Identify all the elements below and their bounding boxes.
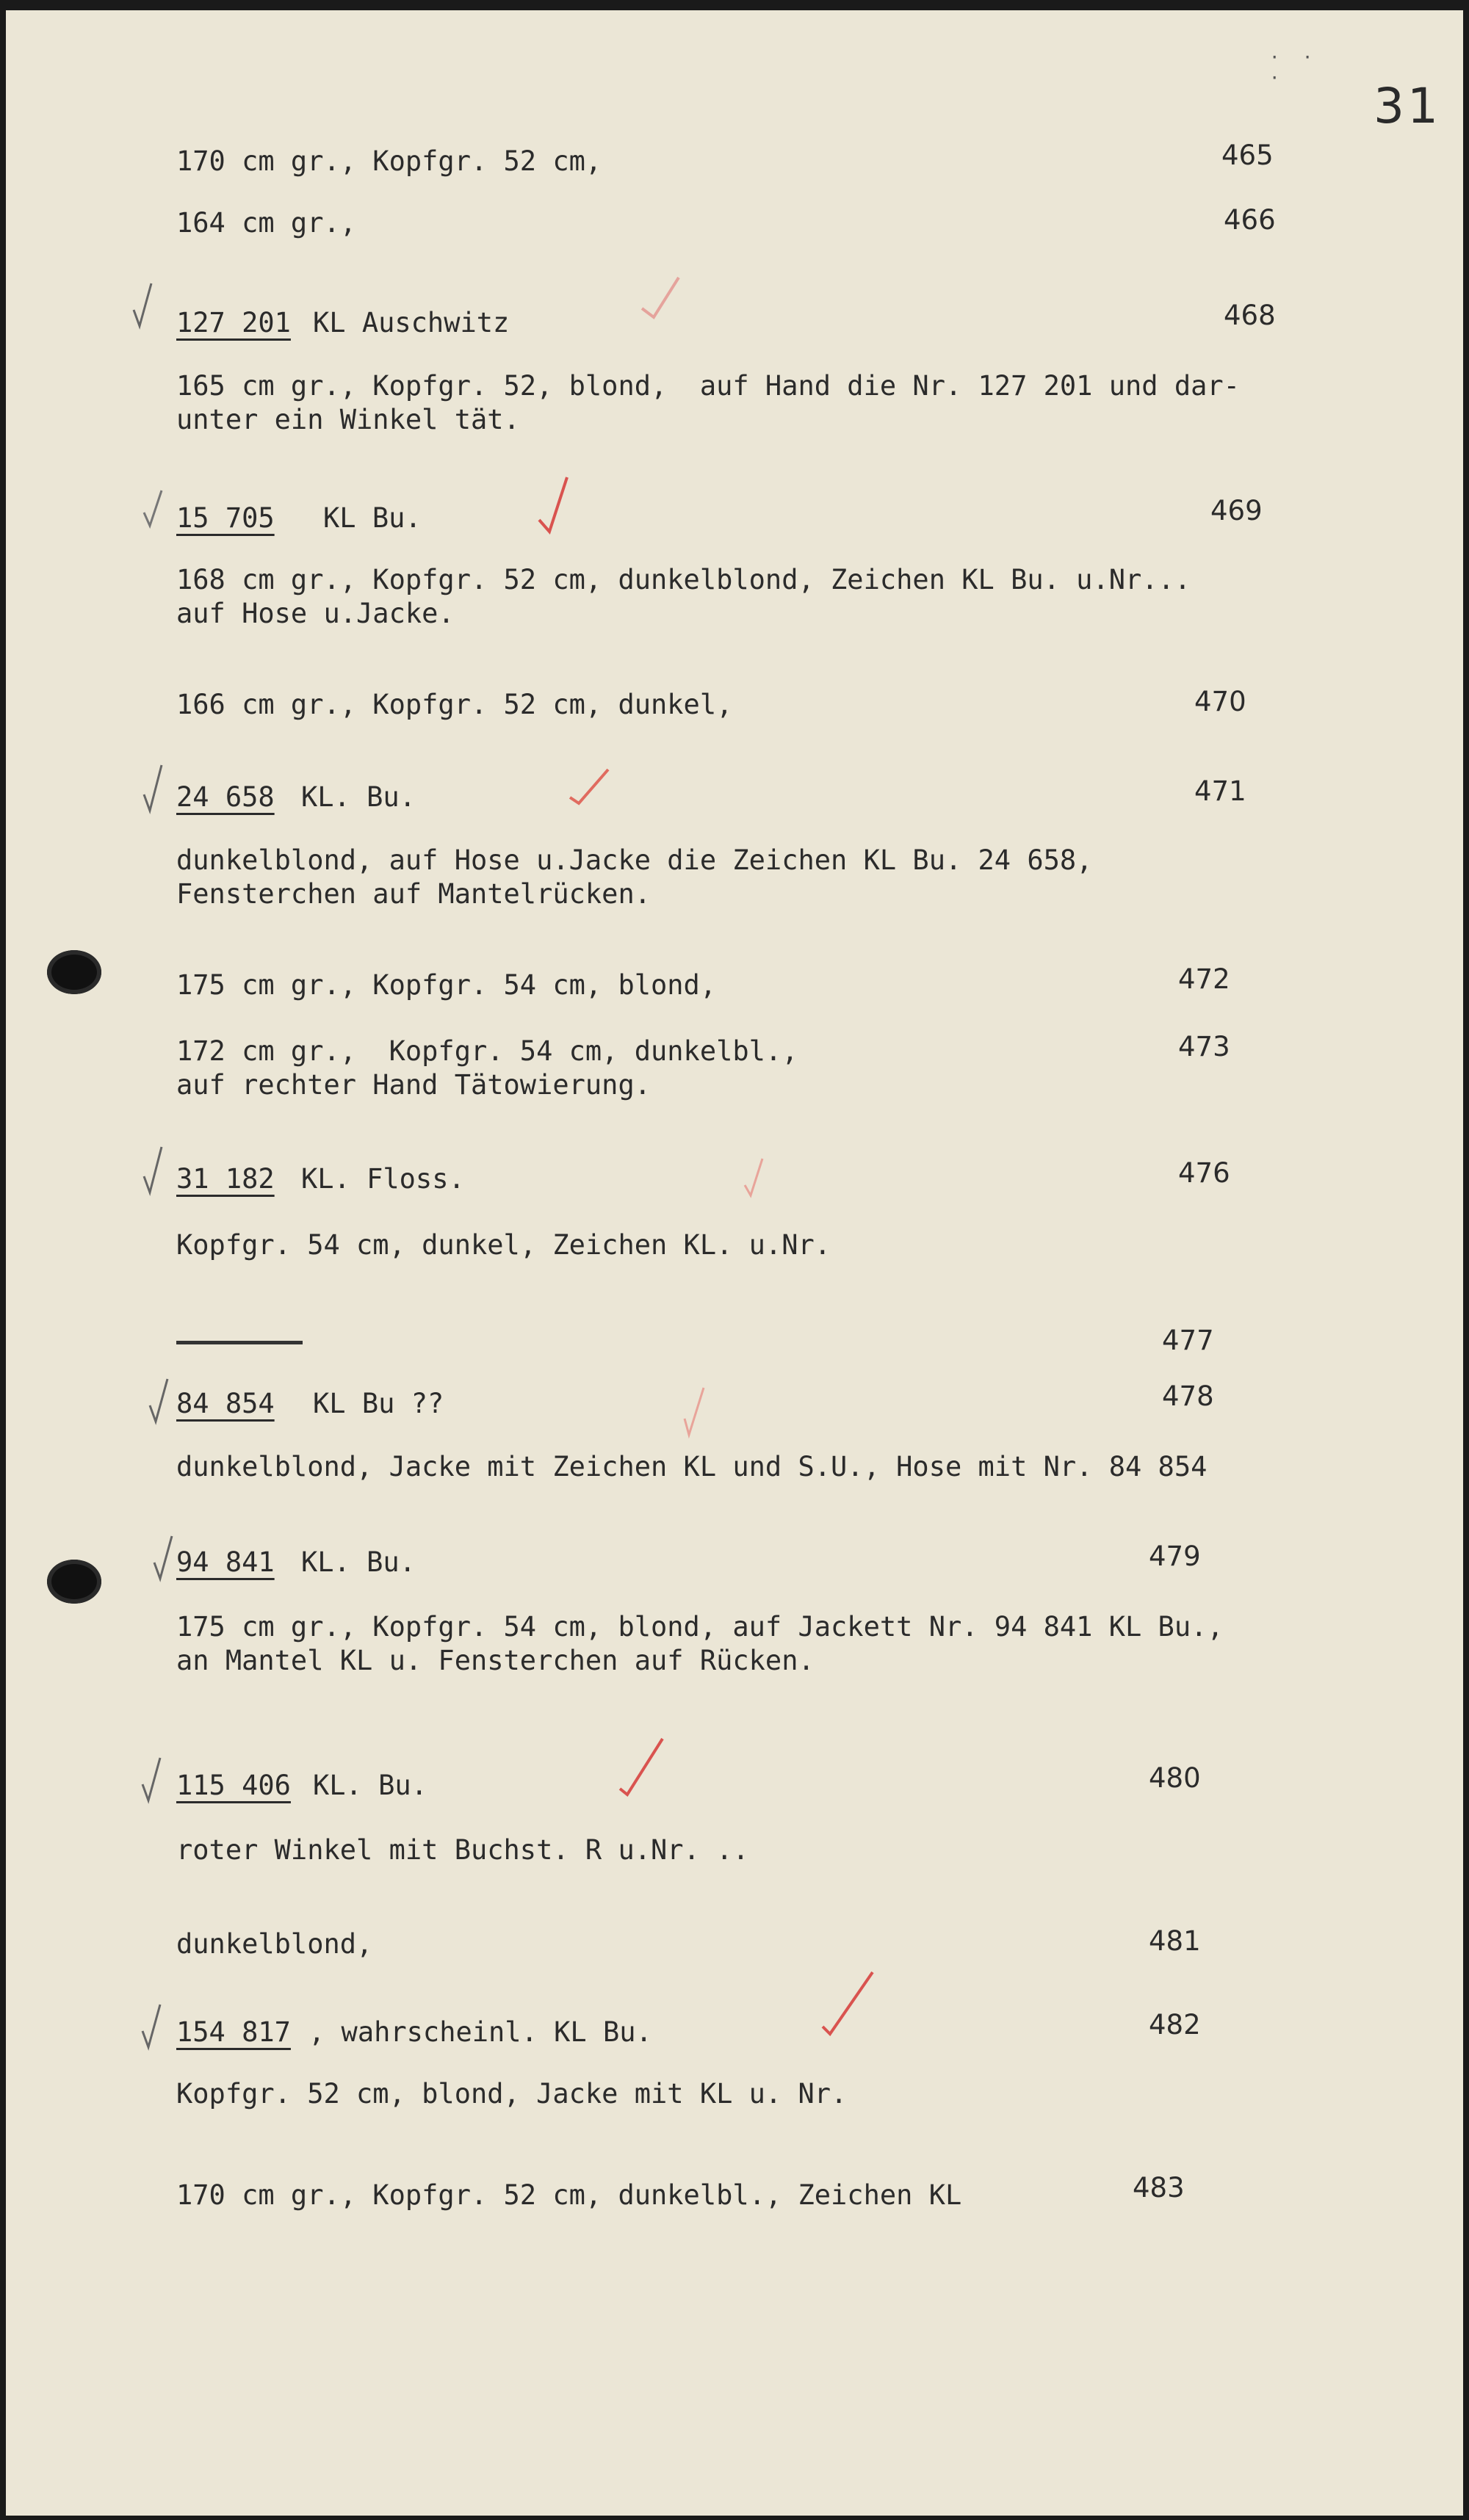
- record-line: 170 cm gr., Kopfgr. 52 cm,: [176, 145, 602, 177]
- record-prisoner-number: 31 182: [176, 1163, 275, 1195]
- pencil-tick-icon: [138, 1755, 167, 1814]
- red-check-icon: [740, 1151, 777, 1203]
- record-line: 175 cm gr., Kopfgr. 54 cm, blond, auf Jackett Nr. 94 841 KL Bu.,: [176, 1611, 1224, 1643]
- record-prisoner-number: 115 406: [176, 1770, 291, 1801]
- record-number: 476: [1178, 1157, 1230, 1189]
- record-line: Fensterchen auf Mantelrücken.: [176, 878, 652, 910]
- record-line: 170 cm gr., Kopfgr. 52 cm, dunkelbl., Zeichen KL: [176, 2179, 962, 2211]
- pencil-tick-icon: [150, 1533, 179, 1592]
- record-prisoner-number: 94 841: [176, 1546, 275, 1578]
- red-check-icon: [680, 1383, 717, 1442]
- red-check-icon: [532, 473, 583, 539]
- record-line: dunkelblond,: [176, 1928, 373, 1960]
- record-number: 482: [1149, 2009, 1201, 2041]
- record-number: 468: [1224, 300, 1276, 331]
- record-prisoner-number: 15 705: [176, 502, 275, 534]
- red-check-icon: [566, 765, 617, 809]
- record-number: 479: [1149, 1540, 1201, 1572]
- pencil-tick-icon: [138, 2002, 167, 2060]
- record-line: 165 cm gr., Kopfgr. 52, blond, auf Hand die Nr. 127 201 und dar-: [176, 370, 1240, 402]
- record-number: 481: [1149, 1925, 1201, 1957]
- record-number: 470: [1194, 686, 1246, 717]
- record-prisoner-number: 84 854: [176, 1388, 275, 1419]
- record-number: 466: [1224, 204, 1276, 236]
- record-line: 166 cm gr., Kopfgr. 52 cm, dunkel,: [176, 689, 733, 720]
- record-camp: KL. Bu.: [313, 1770, 427, 1801]
- red-check-icon: [636, 272, 687, 323]
- record-line: dunkelblond, auf Hose u.Jacke die Zeichen KL Bu. 24 658,: [176, 844, 1093, 876]
- pencil-tick-icon: [145, 1376, 175, 1435]
- pencil-tick-icon: [129, 280, 159, 339]
- punch-hole-icon: [47, 950, 101, 994]
- record-camp: KL. Bu.: [301, 1546, 416, 1578]
- record-number: 473: [1178, 1031, 1230, 1062]
- punch-hole-icon: [47, 1560, 101, 1604]
- red-check-icon: [614, 1734, 673, 1800]
- record-number: 483: [1133, 2172, 1185, 2204]
- record-number: 477: [1162, 1325, 1214, 1356]
- record-number: 472: [1178, 963, 1230, 995]
- pencil-tick-icon: [140, 762, 169, 821]
- record-line: auf rechter Hand Tätowierung.: [176, 1069, 652, 1101]
- record-prisoner-number: 24 658: [176, 781, 275, 813]
- record-number: 471: [1194, 775, 1246, 807]
- record-camp: KL. Bu.: [301, 781, 416, 813]
- pencil-tick-icon: [140, 488, 169, 539]
- record-line: 172 cm gr., Kopfgr. 54 cm, dunkelbl.,: [176, 1035, 798, 1067]
- document-page: [6, 10, 1463, 2516]
- record-camp: , wahrscheinl. KL Bu.: [308, 2016, 652, 2048]
- record-number: 478: [1162, 1380, 1214, 1412]
- record-number: 465: [1221, 140, 1274, 171]
- record-line: Kopfgr. 52 cm, blond, Jacke mit KL u. Nr.: [176, 2078, 848, 2110]
- blank-dash: [176, 1341, 303, 1344]
- record-line: auf Hose u.Jacke.: [176, 598, 455, 629]
- record-camp: KL Bu ??: [313, 1388, 444, 1419]
- red-check-icon: [817, 1968, 883, 2041]
- record-camp: KL Bu.: [323, 502, 422, 534]
- record-line: an Mantel KL u. Fensterchen auf Rücken.: [176, 1645, 815, 1676]
- record-camp: KL Auschwitz: [313, 307, 510, 338]
- record-line: 164 cm gr.,: [176, 207, 357, 239]
- record-number: 469: [1210, 495, 1263, 526]
- pencil-tick-icon: [140, 1144, 169, 1203]
- record-line: unter ein Winkel tät.: [176, 404, 520, 435]
- record-line: 168 cm gr., Kopfgr. 52 cm, dunkelblond, Zeichen KL Bu. u.Nr...: [176, 564, 1191, 595]
- page-number: 31: [1374, 78, 1441, 134]
- record-prisoner-number: 154 817: [176, 2016, 291, 2048]
- record-prisoner-number: 127 201: [176, 307, 291, 338]
- record-camp: KL. Floss.: [301, 1163, 465, 1195]
- record-line: dunkelblond, Jacke mit Zeichen KL und S.U., Hose mit Nr. 84 854: [176, 1451, 1208, 1482]
- page-dots: · · ·: [1269, 47, 1319, 88]
- record-line: roter Winkel mit Buchst. R u.Nr. ..: [176, 1834, 749, 1866]
- record-number: 480: [1149, 1762, 1201, 1794]
- record-line: 175 cm gr., Kopfgr. 54 cm, blond,: [176, 969, 717, 1001]
- record-line: Kopfgr. 54 cm, dunkel, Zeichen KL. u.Nr.: [176, 1229, 831, 1261]
